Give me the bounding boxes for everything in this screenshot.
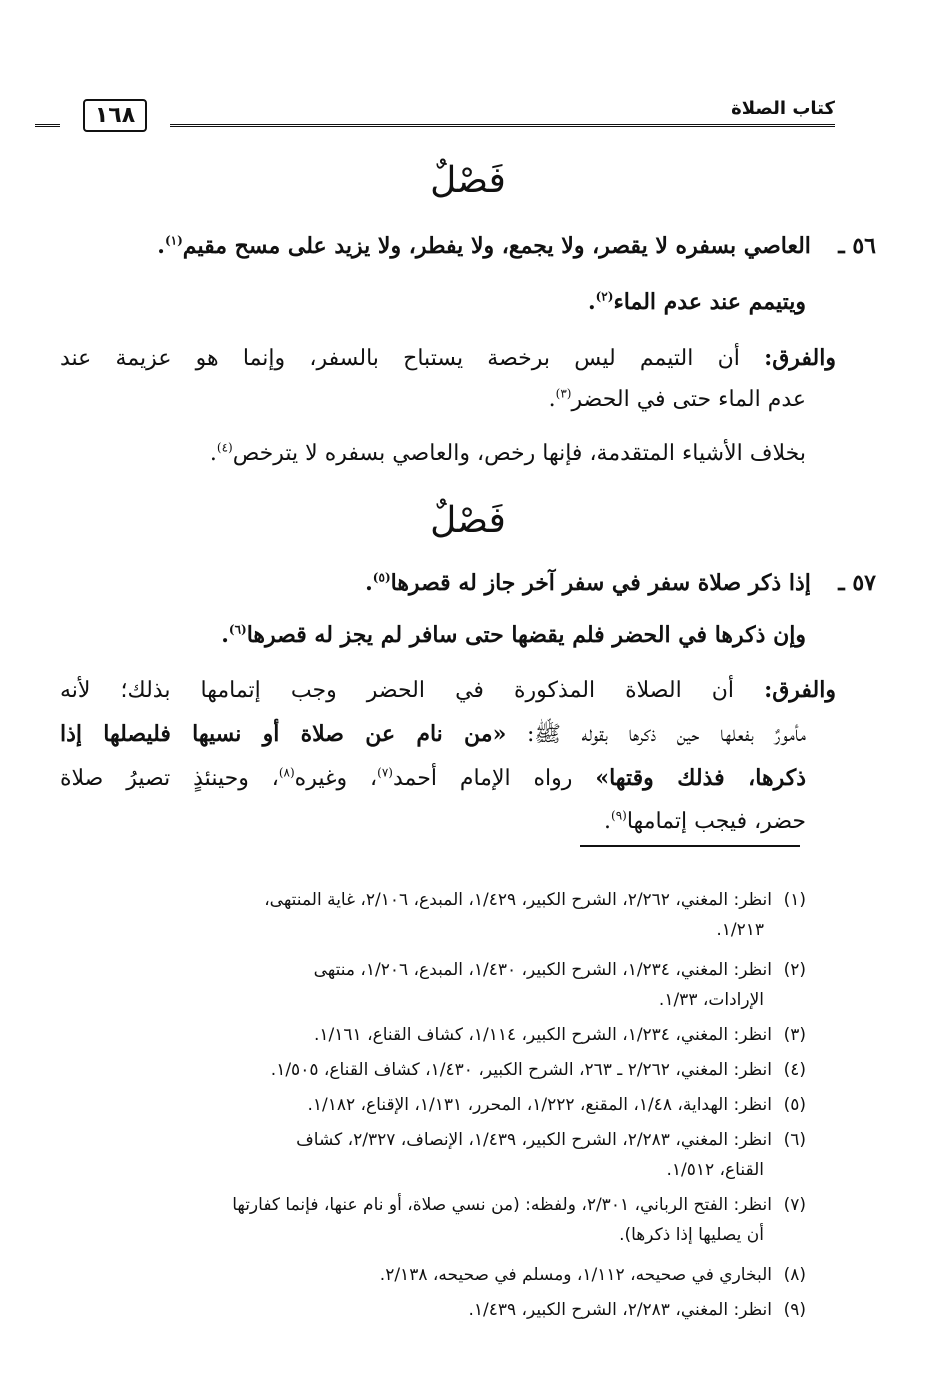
running-title: كتاب الصلاة xyxy=(731,98,835,119)
difference-text: بخلاف الأشياء المتقدمة، فإنها رخص، والعاصي بسفره لا يترخص xyxy=(232,441,806,466)
difference-line1 xyxy=(60,672,836,709)
difference-text: رواه الإمام أحمد xyxy=(392,766,573,791)
rule-text: وإن ذكرها في الحضر فلم يقضها حتى سافر لم يجز له قصرها xyxy=(246,622,806,648)
difference-label: والفرق: xyxy=(764,677,836,703)
difference-line3: بخلاف الأشياء المتقدمة، فإنها رخص، والعاصي بسفره لا يترخص$^{(٤)}$. xyxy=(209,440,806,466)
footnote-ref: (٧) xyxy=(377,765,393,780)
footnote-3: (٣)انظر: المغني، ١/٢٣٤، الشرح الكبير، ١/١١٤، كشاف القناع، ١/١٦١. xyxy=(314,1025,806,1045)
footnote-9: (٩)انظر: المغني، ٢/٢٨٣، الشرح الكبير، ١/٤٣٩. xyxy=(468,1300,806,1320)
footnote-6: (٦)انظر: المغني، ٢/٢٨٣، الشرح الكبير، ١/٤٣٩، الإنصاف، ٢/٣٢٧، كشاف القناع، ١/٥١٢. xyxy=(296,1130,806,1180)
footnote-8: (٨)البخاري في صحيحه، ١/١١٢، ومسلم في صحيحه، ٢/١٣٨. xyxy=(379,1265,806,1285)
footnote-2: (٢)انظر: المغني، ١/٢٣٤، الشرح الكبير، ١/٤٣٠، المبدع، ١/٢٠٦، منتهى الإرادات، ١/٣٣. xyxy=(313,960,806,1010)
rule-text: ويتيمم عند عدم الماء xyxy=(613,289,806,315)
page-header xyxy=(60,92,835,152)
header-rule-left xyxy=(35,124,60,127)
rule-57-line2: وإن ذكرها في الحضر فلم يقضها حتى سافر لم يجز له قصرها$^{(٦)}$. xyxy=(221,622,806,648)
footnote-ref: (٥) xyxy=(372,570,391,585)
difference-text: أن التيمم ليس برخصة يستباح بالسفر، وإنما هو عزيمة عند xyxy=(60,346,740,371)
footnote-ref: (٨) xyxy=(278,765,295,780)
footnote-ref: (٦) xyxy=(228,622,247,637)
difference-line1 xyxy=(60,340,836,377)
difference-text: أن الصلاة المذكورة في الحضر وجب إتمامها بذلك؛ لأنه xyxy=(60,678,735,703)
footnote-7: (٧)انظر: الفتح الرباني، ٢/٣٠١، ولفظه: (من نسي صلاة، أو نام عنها، فإنما كفارتها أن يصليها إذا ذكرها). xyxy=(232,1195,806,1245)
hadith-text: ذكرها، فذلك وقتها» xyxy=(595,765,806,791)
difference-text: ، وغيره xyxy=(294,766,378,791)
footnote-5: (٥)انظر: الهداية، ١/٤٨، المقنع، ١/٢٢٢، المحرر، ١/١٣١، الإقناع، ١/١٨٢. xyxy=(307,1095,806,1115)
difference-text: ، وحينئذٍ تصيرُ صلاة xyxy=(60,766,279,791)
hadith-text: «من نام عن صلاة أو نسيها فليصلها إذا xyxy=(60,721,507,747)
difference-line2: عدم الماء حتى في الحضر$^{(٣)}$. xyxy=(548,386,806,412)
footnote-ref: (٣) xyxy=(555,386,572,401)
rule-text: العاصي بسفره لا يقصر، ولا يجمع، ولا يفطر، ولا يزيد على مسح مقيم xyxy=(182,233,811,259)
footnote-ref: (٩) xyxy=(611,808,627,823)
item-number: ٥٧ ـ xyxy=(838,570,876,596)
difference-text: عدم الماء حتى في الحضر xyxy=(571,387,806,412)
section-heading: فَصْلٌ xyxy=(430,500,506,541)
footnote-4: (٤)انظر: المغني، ٢/٢٦٢ ـ ٢٦٣، الشرح الكبير، ١/٤٣٠، كشاف القناع، ١/٥٠٥. xyxy=(270,1060,806,1080)
footnote-ref: (٢) xyxy=(595,289,614,304)
footnote-separator xyxy=(580,845,800,847)
rule-text: إذا ذكر صلاة سفر في سفر آخر جاز له قصرها xyxy=(390,570,811,596)
header-rule xyxy=(170,124,835,127)
item-number: ٥٦ ـ xyxy=(838,233,876,259)
footnote-ref: (٤) xyxy=(216,440,233,455)
footnote-ref: (١) xyxy=(164,233,183,248)
rule-56-line1: ٥٦ ـ العاصي بسفره لا يقصر، ولا يجمع، ولا يفطر، ولا يزيد على مسح مقيم$^{(١)}$. xyxy=(157,233,876,259)
difference-line2 xyxy=(60,716,806,753)
difference-line3 xyxy=(60,760,806,797)
rule-57-line1: ٥٧ ـ إذا ذكر صلاة سفر في سفر آخر جاز له قصرها$^{(٥)}$. xyxy=(365,570,876,596)
page-number-frame xyxy=(60,92,170,138)
difference-text: حضر، فيجب إتمامها xyxy=(626,809,806,834)
rule-56-line2: ويتيمم عند عدم الماء$^{(٢)}$. xyxy=(587,289,806,315)
footnote-1: (١)انظر: المغني، ٢/٢٦٢، الشرح الكبير، ١/٤٢٩، المبدع، ٢/١٠٦، غاية المنتهى، ١/٢١٣. xyxy=(264,890,806,940)
difference-text: مأمورٌ بفعلها حين ذكرها بقوله ﷺ: xyxy=(526,722,807,747)
difference-line4: حضر، فيجب إتمامها$^{(٩)}$. xyxy=(604,808,806,834)
page-number: ١٦٨ xyxy=(83,99,147,132)
section-heading: فَصْلٌ xyxy=(430,160,506,201)
difference-label: والفرق: xyxy=(764,345,836,371)
